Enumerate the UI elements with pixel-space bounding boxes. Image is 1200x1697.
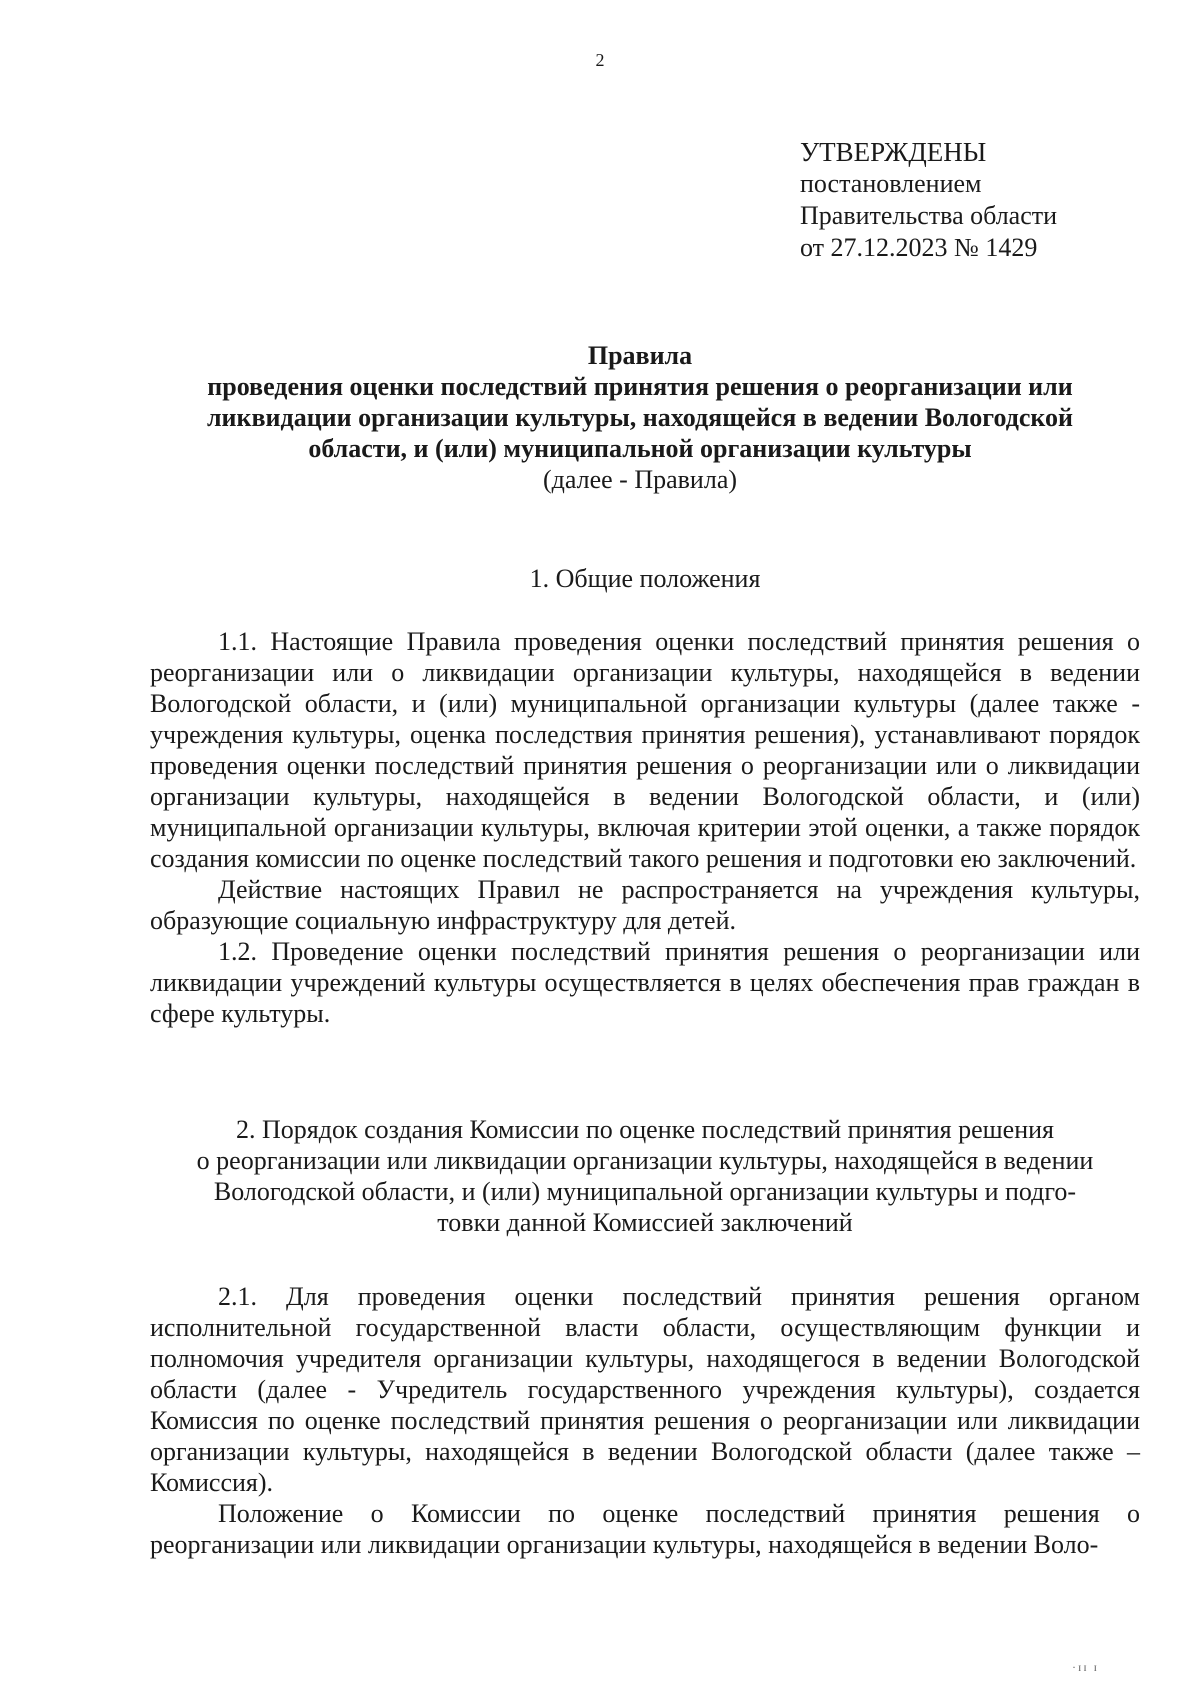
approval-line-1: постановлением xyxy=(800,169,982,198)
title-line-2: ликвидации организации культуры, находящейся в ведении Вологодской xyxy=(206,403,1074,432)
section-2-heading-line-1: 2. Порядок создания Комиссии по оценке последствий принятия решения xyxy=(236,1115,1054,1144)
section-1-body xyxy=(150,626,1140,1029)
paragraph-1-1: 1.1. Настоящие Правила проведения оценки последствий принятия решения о реорганизации или о ликвидации организации культуры, находящейся в ведении Вологодской области, и (или) муниципальной организации культуры (далее также - учреждения культуры, оценка последствия принятия решения), устанавливают порядок проведения оценки последствий принятия решения о реорганизации или о ликвидации организации культуры, находящейся в ведении Вологодской области, и (или) муниципальной организации культуры, включая критерии этой оценки, а также порядок создания комиссии по оценке последствий такого решения и подготовки ею заключений. xyxy=(150,627,1140,873)
section-2-heading xyxy=(150,1114,1140,1238)
scan-marks: ·ɪɪ ɪ xyxy=(1072,1660,1099,1674)
title-word: Правила xyxy=(587,341,693,370)
paragraph-1-1-note: Действие настоящих Правил не распространяется на учреждения культуры, образующие социальную инфраструктуру для детей. xyxy=(150,875,1140,935)
approval-line-3: от 27.12.2023 № 1429 xyxy=(800,233,1038,262)
section-2-heading-line-3: Вологодской области, и (или) муниципальной организации культуры и подго- xyxy=(213,1177,1077,1206)
section-2-heading-line-4: товки данной Комиссией заключений xyxy=(437,1208,853,1237)
title-line-3: области, и (или) муниципальной организации культуры xyxy=(308,434,972,463)
approval-head: УТВЕРЖДЕНЫ xyxy=(800,137,987,167)
approval-stamp xyxy=(800,136,1057,264)
title-short-name: (далее - Правила) xyxy=(542,465,738,494)
paragraph-2-1: 2.1. Для проведения оценки последствий принятия решения органом исполнительной государственной власти области, осуществляющим функции и полномочия учредителя организации культуры, находящегося в ведении Вологодской области (далее - Учредитель государственного учреждения культуры), создается Комиссия по оценке последствий принятия решения о реорганизации или ликвидации организации культуры, находящейся в ведении Вологодской области (далее также – Комиссия). xyxy=(150,1282,1140,1497)
page-number: 2 xyxy=(595,50,605,70)
paragraph-1-2: 1.2. Проведение оценки последствий принятия решения о реорганизации или ликвидации учреждений культуры осуществляется в целях обеспечения прав граждан в сфере культуры. xyxy=(150,937,1140,1028)
document-title xyxy=(150,340,1130,495)
section-1-heading: 1. Общие положения xyxy=(529,564,761,593)
title-line-1: проведения оценки последствий принятия решения о реорганизации или xyxy=(207,372,1073,401)
section-2-body xyxy=(150,1281,1140,1560)
paragraph-2-1-note: Положение о Комиссии по оценке последствий принятия решения о реорганизации или ликвидации организации культуры, находящейся в ведении Воло- xyxy=(150,1499,1140,1559)
approval-line-2: Правительства области xyxy=(800,201,1058,230)
section-2-heading-line-2: о реорганизации или ликвидации организации культуры, находящейся в ведении xyxy=(196,1146,1094,1175)
